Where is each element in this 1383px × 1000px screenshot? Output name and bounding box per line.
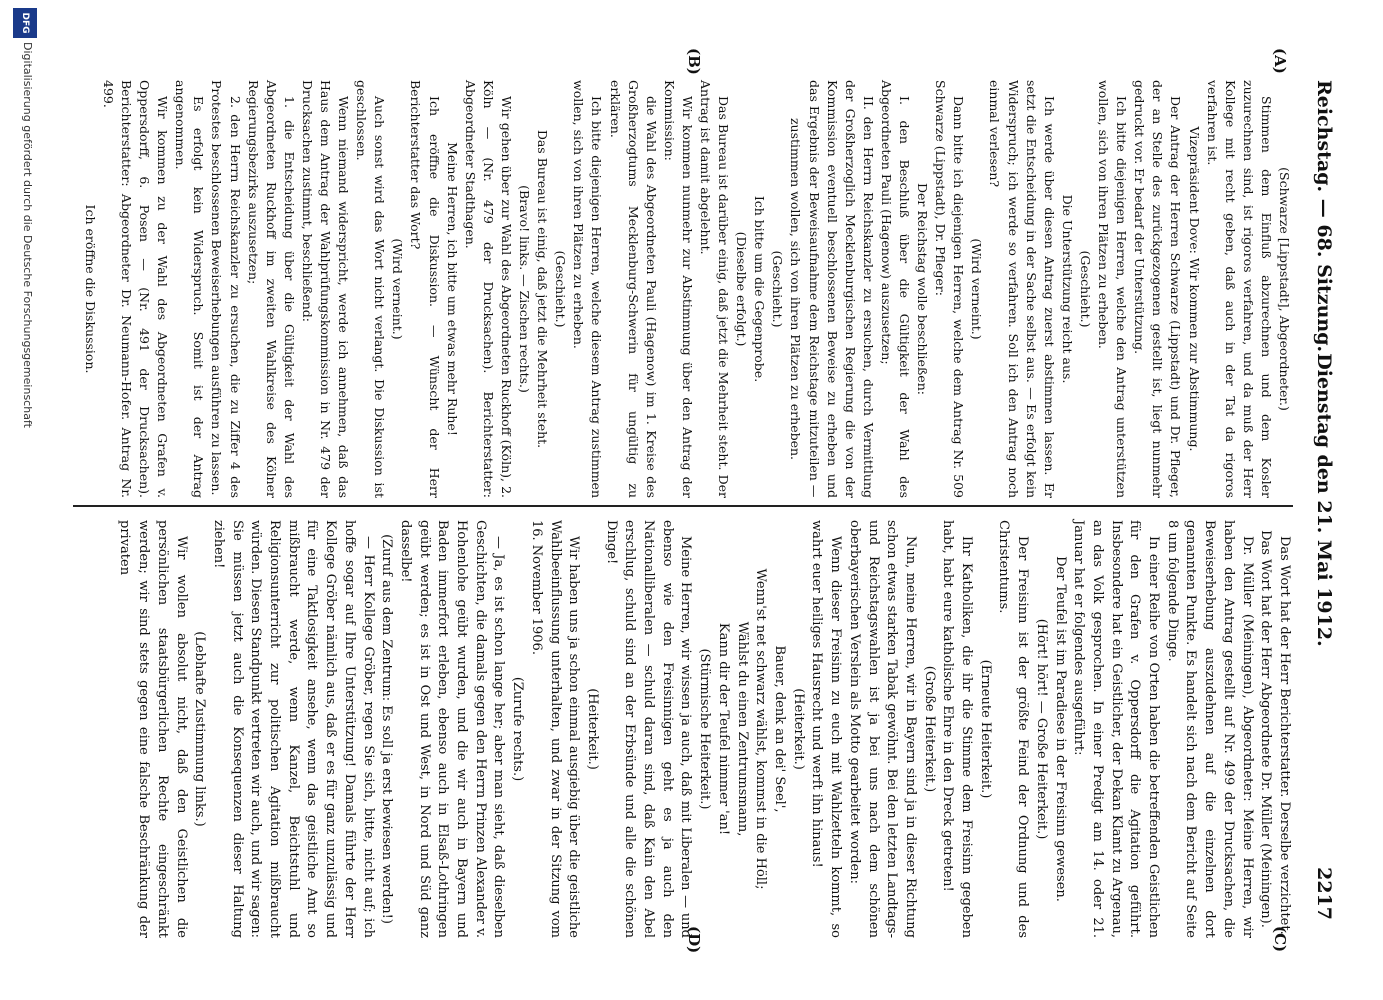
paragraph: (Große Heiterkeit.) xyxy=(921,665,937,793)
paragraph: Wir haben uns ja schon einmal ausgiebig über die geistliche Wahlbeeinflussung unterhalten, und zwar in der Sitzung vom 16. November 1906. xyxy=(528,520,582,938)
paragraph: (Geschieht.) xyxy=(1077,250,1093,328)
paragraph: Ich bitte diejenigen Herren, welche diesem Antrag zustimmen wollen, sich von ihren Plätzen zu erheben. xyxy=(571,80,605,498)
left-column xyxy=(81,80,1293,498)
paragraph: Wenn dieser Freisinn zu euch mit Wahlzetteln kommt, so wahrt euer heiliges Hausrecht und werft ihn hinaus! xyxy=(809,520,844,938)
page-number: 2217 xyxy=(1313,867,1335,920)
paragraph: (Wird verneint.) xyxy=(390,238,406,340)
paragraph: 2. den Herrn Reichskanzler zu ersuchen, die zu Ziffer 4 des Protestes beschlossenen Beweiserhebungen ausführen zu lassen. xyxy=(209,80,243,498)
paragraph: Auch sonst wird das Wort nicht verlangt. Die Diskussion ist geschlossen. xyxy=(354,80,388,498)
paragraph: Wir kommen nunmehr zur Abstimmung über den Antrag der Kommission: xyxy=(661,80,695,498)
paragraph: Wir kommen zu der Wahl des Abgeordneten Grafen v. Oppersdorff, 6. Posen — (Nr. 491 der Drucksachen). Berichterstatter: Abgeordneter Dr. Neumann-Hofer. Antrag Nr. 499. xyxy=(100,80,171,498)
paragraph: Der Teufel ist im Paradiese in der Freisinn gewesen. xyxy=(1052,556,1068,902)
paragraph: Meine Herren, wir wissen ja auch, daß mit Liberalen — und ebenso wie den Freisinnigen geht es ja auch den Nationalliberalen — schuld daran sind, daß Kain den Abel erschlug, schuld sind an der Erbsünde und alle die schönen Dinge! xyxy=(603,520,694,938)
paragraph: Der Reichstag wolle beschließen: xyxy=(915,183,931,395)
paragraph: Dann bitte ich diejenigen Herren, welche dem Antrag Nr. 509 Schwarze (Lippstadt), Dr. Pfleger: xyxy=(933,80,967,498)
paragraph: Das Bureau ist einig, daß jetzt die Mehrheit steht. xyxy=(535,129,551,449)
column-divider xyxy=(73,505,1293,507)
margin-marker-a: (A) xyxy=(1271,48,1289,74)
paragraph: die Wahl des Abgeordneten Pauli (Hagenow) im 1. Kreise des Großherzogtums Mecklenburg-Schwerin für ungültig zu erklären. xyxy=(607,80,659,498)
paragraph: Das Wort hat der Herr Abgeordnete Dr. Müller (Meiningen). xyxy=(1258,530,1274,928)
paragraph: 1. die Entscheidung über die Gültigkeit der Wahl des Abgeordneten Ruckhoff im zweiten Wahlkreise des Kölner Regierungsbezirks auszusetzen; xyxy=(245,80,297,498)
paragraph: Wir gehen über zur Wahl des Abgeordneten Ruckhoff (Köln), 2. Köln — (Nr. 479 der Drucksachen). Berichterstatter: Abgeordneter Stadthagen. xyxy=(462,80,514,498)
paragraph: (Bravo! links. — Zischen rechts.) xyxy=(517,185,533,393)
paragraph: Ihr Katholiken, die ihr die Stimme dem Freisinn gegeben habt, habt eure katholische Ehre in den Dreck getreten! xyxy=(940,520,975,938)
paragraph: I. den Beschluß über die Gültigkeit der Wahl des Abgeordneten Pauli (Hagenow) auszusetzen; xyxy=(878,80,913,498)
paragraph: (Heiterkeit.) xyxy=(790,688,806,770)
paragraph: (Stürmische Heiterkeit.) xyxy=(697,648,713,810)
paragraph: Ich eröffne die Diskussion. xyxy=(82,204,98,374)
paragraph: Meine Herren, ich bitte um etwas mehr Ruhe! xyxy=(444,142,460,436)
margin-marker-b: (B) xyxy=(685,48,703,75)
paragraph: — Herr Kollege Gröber, regen Sie sich, bitte, nicht auf; ich hoffe sogar auf Ihre Unterstützung! Damals führte der Herr Kollege Gröber nämlich aus, daß er es für ganz unzulässig und für eine Taktlosigkeit ansehe, wenn das geistliche Amt so mißbraucht werde, wenn Kanzel, Beichtstuhl und Religionsunterricht zur politischen Agitation mißbraucht würden. Diesen Standpunkt vertreten wir auch, und wir sagen: Sie müssen jetzt auch die Konsequenzen dieser Haltung ziehen! xyxy=(210,520,376,938)
paragraph: Dr. Müller (Meiningen), Abgeordneter: Meine Herren, wir haben den Antrag gestellt auf Nr. 499 der Drucksachen, die Beweiserhebung auszudehnen auf die einzelnen dort genannten Punkte. Es handelt sich nach dem Bericht auf Seite 8 um folgende Dinge. xyxy=(1164,520,1255,938)
paragraph: Das Bureau ist darüber einig, daß jetzt die Mehrheit steht. Der Antrag ist damit abgelehnt. xyxy=(698,80,732,498)
paragraph: (Wird verneint.) xyxy=(969,238,985,340)
paragraph: (Heiterkeit.) xyxy=(584,688,600,770)
funding-note: Digitalisierung gefördert durch die Deutsche Forschungsgemeinschaft xyxy=(21,42,34,428)
paragraph: (Hört! hört! — Große Heiterkeit.) xyxy=(1033,618,1049,840)
paragraph: Kann dir der Teufel nimmer 'an! xyxy=(715,622,731,836)
paragraph: Der Antrag der Herren Schwarze (Lippstadt) und Dr. Pfleger, der an Stelle des zurückgezogenen gestellt ist, liegt nunmehr gedruckt vor. Er bedarf der Unterstützung. xyxy=(1132,80,1184,498)
paragraph: Vizepräsident Dove: Wir kommen zur Abstimmung. xyxy=(1186,126,1202,452)
paragraph: Ich eröffne die Diskussion. — Wünscht der Herr Berichterstatter das Wort? xyxy=(408,80,442,498)
paragraph: II. den Herrn Reichskanzler zu ersuchen, durch Vermittlung der Großherzoglich Mecklenburgischen Regierung die von der Kommission eventuell beschlossenen Beweise zu erheben und das Ergebnis der Beweisaufnahme dem Reichstage mitzuteilen — xyxy=(806,80,876,498)
margin-marker-d: (D) xyxy=(685,926,703,954)
paragraph: Ich bitte diejenigen Herren, welche den Antrag unterstützen wollen, sich von ihren Plätzen zu erheben. xyxy=(1096,80,1130,498)
paragraph: Wenn'st net schwarz wählst, kommst in die Höll; xyxy=(753,568,769,890)
header-date: Dienstag den 21. Mai 1912. xyxy=(1313,353,1335,647)
paragraph: Das Wort hat der Herr Berichterstatter. Derselbe verzichtet. xyxy=(1277,536,1292,935)
paragraph: (Erneute Heiterkeit.) xyxy=(977,659,993,799)
paragraph: Nun, meine Herren, wir in Bayern sind ja in dieser Richtung schon etwas starken Tabak gewöhnt. Bei den letzten Landtags- und Reichstagswahlen ist ja bei uns nach dem schönen oberbayerischen Verslein als Motto gearbeitet worden: xyxy=(846,520,918,938)
paragraph: (Lebhafte Zustimmung links.) xyxy=(192,631,208,827)
paragraph: Wenn niemand widerspricht, werde ich annehmen, daß das Haus dem Antrag der Wahlprüfungskommission in Nr. 479 der Drucksachen zustimmt, beschließend: xyxy=(299,80,352,498)
paragraph: — Ja, es ist schon lange her; aber man sieht, daß dieselben Geschichten, die damals gegen den Herrn Prinzen Alexander v. Hohenlohe geübt wurden, und die wir auch in Bayern und Baden immerfort erleben, ebenso auch in Elsaß-Lothringen geübt werden; es ist in Ost und West, in Nord und Süd ganz dasselbe! xyxy=(397,520,507,938)
paragraph: Stimmen dem Einfluß abzurechnen und dem Kosler zuzurechnen sind, ist rigoros verfahren, und da muß der Herr Kollege mit recht geben, daß auch in der Tat da rigoros verfahren ist. xyxy=(1204,80,1274,498)
paragraph: (Zurufe rechts.) xyxy=(510,676,526,782)
paragraph: (Geschieht.) xyxy=(770,250,786,328)
paragraph: Wir wollen absolut nicht, daß den Geistlichen die persönlichen staatsbürgerlichen Rechte eingeschränkt werden; wir sind stets gegen eine falsche Beschränkung der privaten xyxy=(117,520,189,938)
paragraph: Wählst du einen Zentrumsmann, xyxy=(734,621,750,837)
paragraph: Ich bitte um die Gegenprobe. xyxy=(752,195,768,383)
margin-marker-c: (C) xyxy=(1271,926,1289,953)
page-header xyxy=(1295,80,1335,920)
paragraph: (Schwarze [Lippstadt], Abgeordneter.) xyxy=(1277,167,1292,411)
paragraph: zustimmen wollen, sich von ihren Plätzen zu erheben. xyxy=(788,117,804,461)
paragraph: Bauer, denk an dei' Seel', xyxy=(772,645,788,813)
dfg-logo: DFG xyxy=(13,8,37,38)
paragraph: (Zuruf aus dem Zentrum: Es soll ja erst bewiesen werden!) xyxy=(379,534,395,924)
paragraph: Ich werde über diesen Antrag zuerst abstimmen lassen. Er setzt die Entscheidung in der Sache selbst aus. — Es erfolgt kein Widerspruch; ich werde so verfahren. Soll ich den Antrag noch einmal verlesen? xyxy=(987,80,1057,498)
paragraph: In einer Reihe von Orten haben die betreffenden Geistlichen für den Grafen v. Oppersdorff die Agitation geführt. Insbesondere hat ein Geistlicher, der Dekan Klamt zu Argenau, an das Volk gesprochen. In einer Predigt am 14. oder 21. Januar hat er folgendes ausgeführt: xyxy=(1071,520,1162,938)
paragraph: Die Unterstützung reicht aus. xyxy=(1059,194,1075,384)
paragraph: (Dieselbe erfolgt.) xyxy=(734,231,750,347)
header-session: Reichstag. — 68. Sitzung. xyxy=(1313,80,1335,353)
paragraph: Es erfolgt kein Widerspruch. Somit ist der Antrag angenommen. xyxy=(173,80,207,498)
paragraph: Der Freisinn ist der größte Feind der Ordnung und des Christentums. xyxy=(996,520,1031,938)
paragraph: (Geschieht.) xyxy=(553,250,569,328)
right-column xyxy=(115,520,1293,938)
page-footer xyxy=(7,0,43,1000)
